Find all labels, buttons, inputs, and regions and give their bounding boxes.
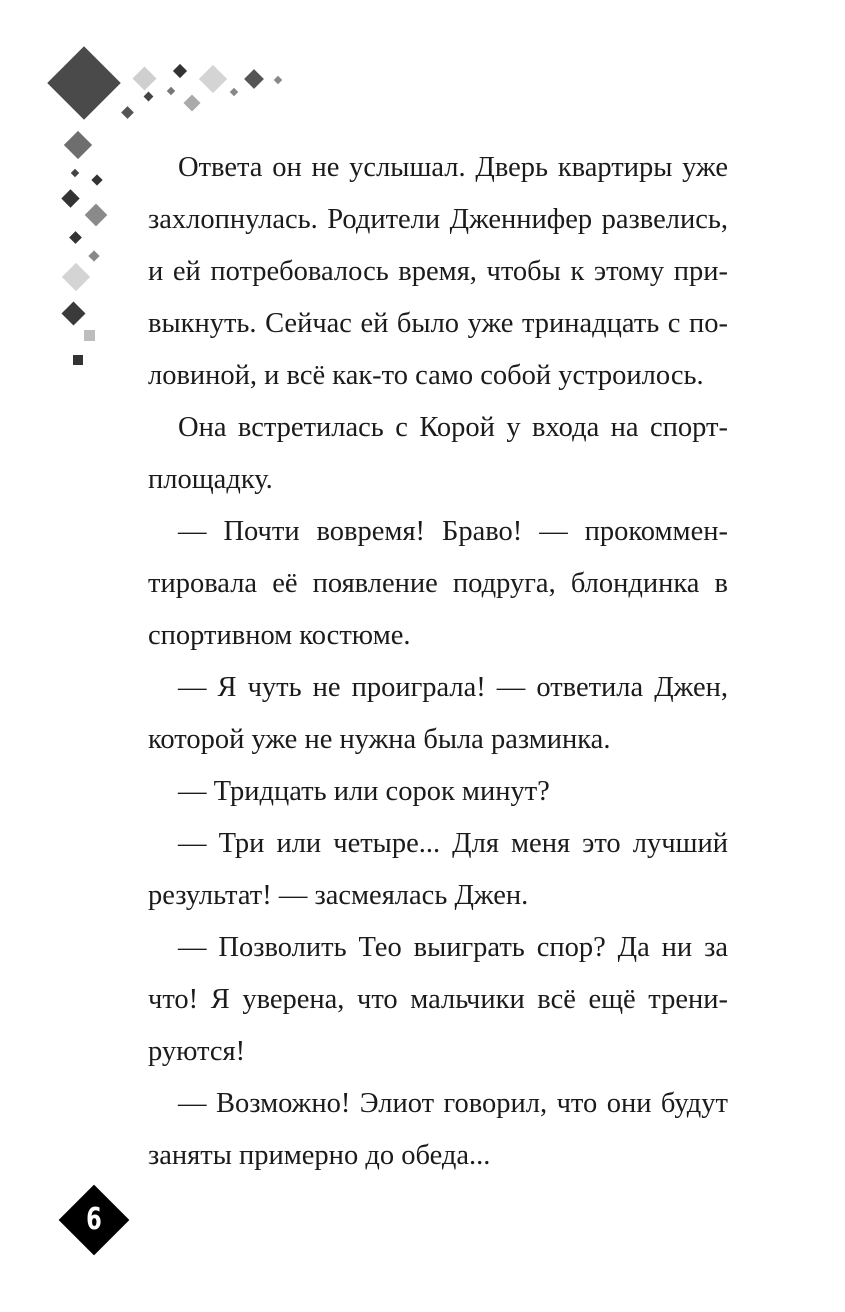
paragraph: — Тридцать или сорок минут? xyxy=(178,776,550,807)
diamond-ornament xyxy=(73,355,83,365)
diamond-ornament xyxy=(71,169,79,177)
diamond-ornament xyxy=(121,106,134,119)
paragraph: — Три или четыре... Для меня это лучший результат! — засмеялась Джен. xyxy=(148,828,728,911)
diamond-ornament xyxy=(61,301,85,325)
page-number: 6 xyxy=(86,1202,102,1237)
paragraph: — Позволить Тео выиграть спор? Да ни за что! Я уверена, что мальчики всё ещё тренируются! xyxy=(148,932,728,1067)
diamond-ornament xyxy=(132,66,156,90)
diamond-ornament xyxy=(64,131,92,159)
paragraph: — Возможно! Элиот говорил, что они будут заняты примерно до обеда... xyxy=(148,1088,728,1171)
diamond-ornament xyxy=(91,174,102,185)
large-diamond-ornament xyxy=(47,46,121,120)
diamond-ornament xyxy=(144,92,154,102)
diamond-ornament xyxy=(244,69,264,89)
diamond-ornament xyxy=(84,330,95,341)
diamond-ornament xyxy=(230,88,238,96)
paragraph: Ответа он не услышал. Дверь квартиры уже захлопнулась. Родители Дженнифер развелись, и ей потребовалось время, чтобы к этому привыкнуть. Сейчас ей было уже тринадцать с половиной, и всё как-то само собой устроилось. xyxy=(148,152,728,391)
diamond-ornament xyxy=(62,263,90,291)
diamond-ornament xyxy=(199,65,227,93)
body-text xyxy=(148,142,728,1182)
page-number-badge xyxy=(58,1184,130,1256)
paragraph: — Почти вовремя! Браво! — прокомментировала её появление подруга, блондинка в спортивном костюме. xyxy=(148,516,728,651)
diamond-ornament xyxy=(184,95,201,112)
diamond-ornament xyxy=(274,76,282,84)
diamond-ornament xyxy=(173,64,187,78)
diamond-ornament xyxy=(61,189,79,207)
paragraph: — Я чуть не проиграла! — ответила Джен, которой уже не нужна была разминка. xyxy=(148,672,728,755)
diamond-ornament xyxy=(69,231,82,244)
diamond-ornament xyxy=(167,87,175,95)
diamond-ornament xyxy=(88,250,99,261)
diamond-ornament xyxy=(85,204,108,227)
paragraph: Она встретилась с Корой у входа на спортплощадку. xyxy=(148,412,728,495)
